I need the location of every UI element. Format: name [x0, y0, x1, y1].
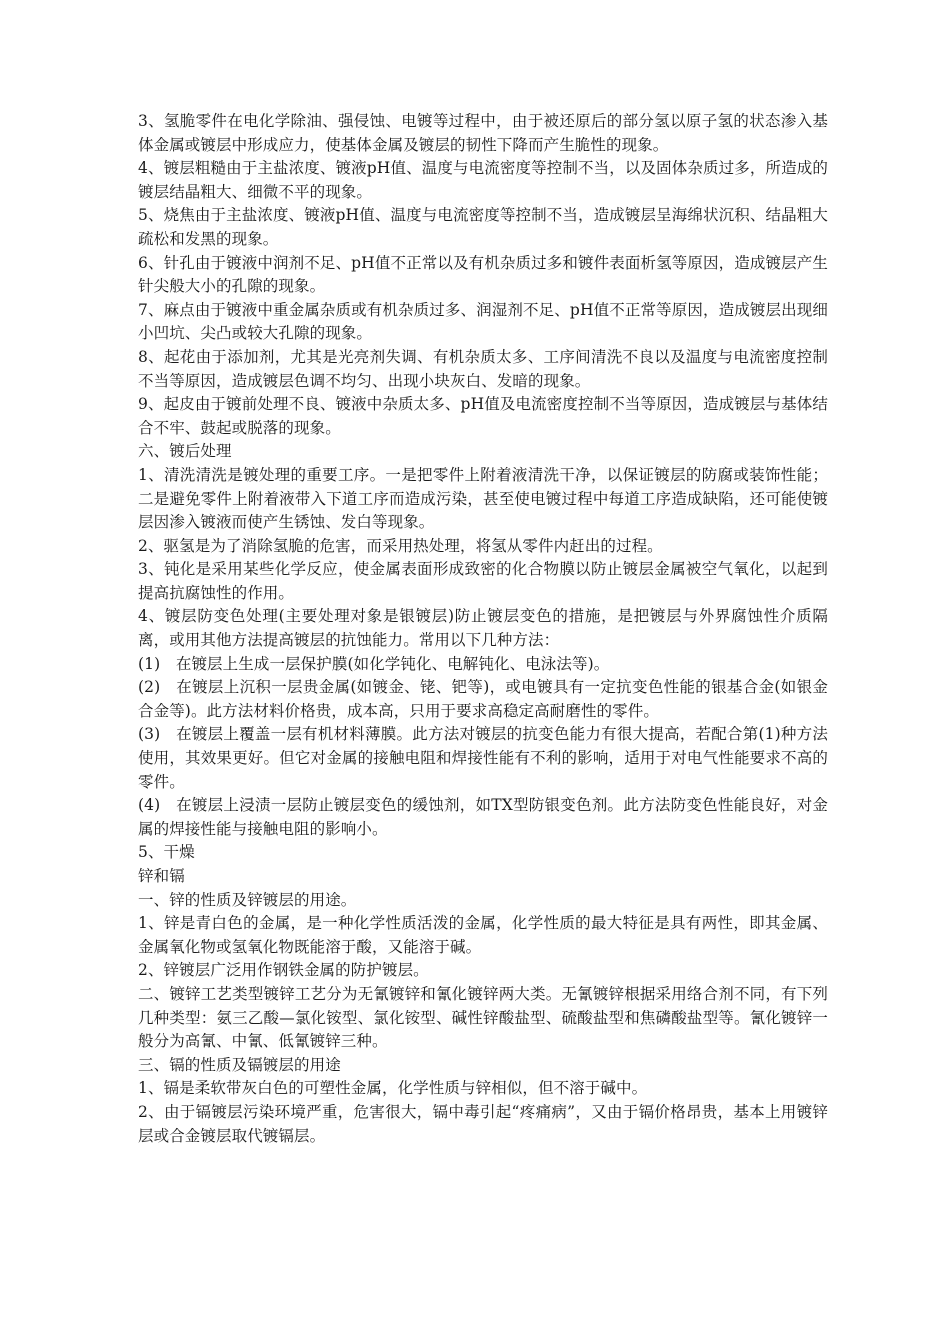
section-heading: 锌和镉: [138, 867, 185, 885]
paragraph: 2、锌镀层广泛用作钢铁金属的防护镀层。: [138, 961, 429, 980]
paragraph: 4、镀层防变色处理(主要处理对象是银镀层)防止镀层变色的措施，是把镀层与外界腐蚀性介质隔离，或用其他方法提高镀层的抗蚀能力。常用以下几种方法：: [138, 607, 828, 650]
paragraph: 3、氢脆零件在电化学除油、强侵蚀、电镀等过程中，由于被还原后的部分氢以原子氢的状态渗入基体金属或镀层中形成应力，使基体金属及镀层的韧性下降而产生脆性的现象。: [138, 112, 828, 154]
list-item: (4) 在镀层上浸渍一层防止镀层变色的缓蚀剂，如TX型防银变色剂。此方法防变色性能良好，对金属的焊接性能与接触电阻的影响小。: [138, 796, 828, 838]
paragraph: 9、起皮由于镀前处理不良、镀液中杂质太多、pH值及电流密度控制不当等原因，造成镀层与基体结合不牢、鼓起或脱落的现象。: [138, 395, 828, 437]
list-item: (1) 在镀层上生成一层保护膜(如化学钝化、电解钝化、电泳法等)。: [138, 654, 610, 673]
paragraph: 7、麻点由于镀液中重金属杂质或有机杂质过多、润湿剂不足、pH值不正常等原因，造成镀层出现细小凹坑、尖凸或较大孔隙的现象。: [138, 300, 828, 343]
paragraph: 3、钝化是采用某些化学反应，使金属表面形成致密的化合物膜以防止镀层金属被空气氧化，以起到提高抗腐蚀性的作用。: [138, 560, 828, 602]
paragraph: 1、镉是柔软带灰白色的可塑性金属，化学性质与锌相似，但不溶于碱中。: [138, 1079, 648, 1098]
document-body: [138, 110, 828, 1148]
paragraph: 5、烧焦由于主盐浓度、镀液pH值、温度与电流密度等控制不当，造成镀层呈海绵状沉积、结晶粗大疏松和发黑的现象。: [138, 206, 828, 248]
list-item: (2) 在镀层上沉积一层贵金属(如镀金、铑、钯等)，或电镀具有一定抗变色性能的银基合金(如银金合金等)。此方法材料价格贵，成本高，只用于要求高稳定高耐磨性的零件。: [138, 678, 828, 720]
paragraph: 8、起花由于添加剂，尤其是光亮剂失调、有机杂质太多、工序间清洗不良以及温度与电流密度控制不当等原因，造成镀层色调不均匀、出现小块灰白、发暗的现象。: [138, 347, 828, 390]
paragraph: 6、针孔由于镀液中润剂不足、pH值不正常以及有机杂质过多和镀件表面析氢等原因，造成镀层产生针尖般大小的孔隙的现象。: [138, 253, 828, 296]
list-item: (3) 在镀层上覆盖一层有机材料薄膜。此方法对镀层的抗变色能力有很大提高，若配合第(1)种方法使用，其效果更好。但它对金属的接触电阻和焊接性能有不利的影响，适用于对电气性能要求不高的零件。: [138, 725, 828, 791]
paragraph: 5、干燥: [138, 843, 195, 862]
paragraph: 2、由于镉镀层污染环境严重，危害很大，镉中毒引起“疼痛病”，又由于镉价格昂贵，基本上用镀锌层或合金镀层取代镀镉层。: [138, 1102, 828, 1145]
paragraph: 1、清洗清洗是镀处理的重要工序。一是把零件上附着液清洗干净，以保证镀层的防腐或装饰性能；二是避免零件上附着液带入下道工序而造成污染，甚至使电镀过程中每道工序造成缺陷，还可能使镀层因渗入镀液而使产生锈蚀、发白等现象。: [138, 465, 828, 532]
paragraph: 二、镀锌工艺类型镀锌工艺分为无氰镀锌和氰化镀锌两大类。无氰镀锌根据采用络合剂不同，有下列几种类型：氨三乙酸—氯化铵型、氯化铵型、碱性锌酸盐型、硫酸盐型和焦磷酸盐型等。氰化镀锌一般分为高氰、中氰、低氰镀锌三种。: [138, 984, 828, 1051]
paragraph: 1、锌是青白色的金属，是一种化学性质活泼的金属，化学性质的最大特征是具有两性，即其金属、金属氧化物或氢氧化物既能溶于酸，又能溶于碱。: [138, 914, 828, 956]
section-heading: 三、镉的性质及镉镀层的用途: [138, 1055, 341, 1074]
paragraph: 4、镀层粗糙由于主盐浓度、镀液pH值、温度与电流密度等控制不当，以及固体杂质过多，所造成的镀层结晶粗大、细微不平的现象。: [138, 159, 828, 201]
section-heading: 六、镀后处理: [138, 442, 232, 461]
paragraph: 2、驱氢是为了消除氢脆的危害，而采用热处理，将氢从零件内赶出的过程。: [138, 536, 663, 555]
section-heading: 一、锌的性质及锌镀层的用途。: [138, 890, 357, 909]
